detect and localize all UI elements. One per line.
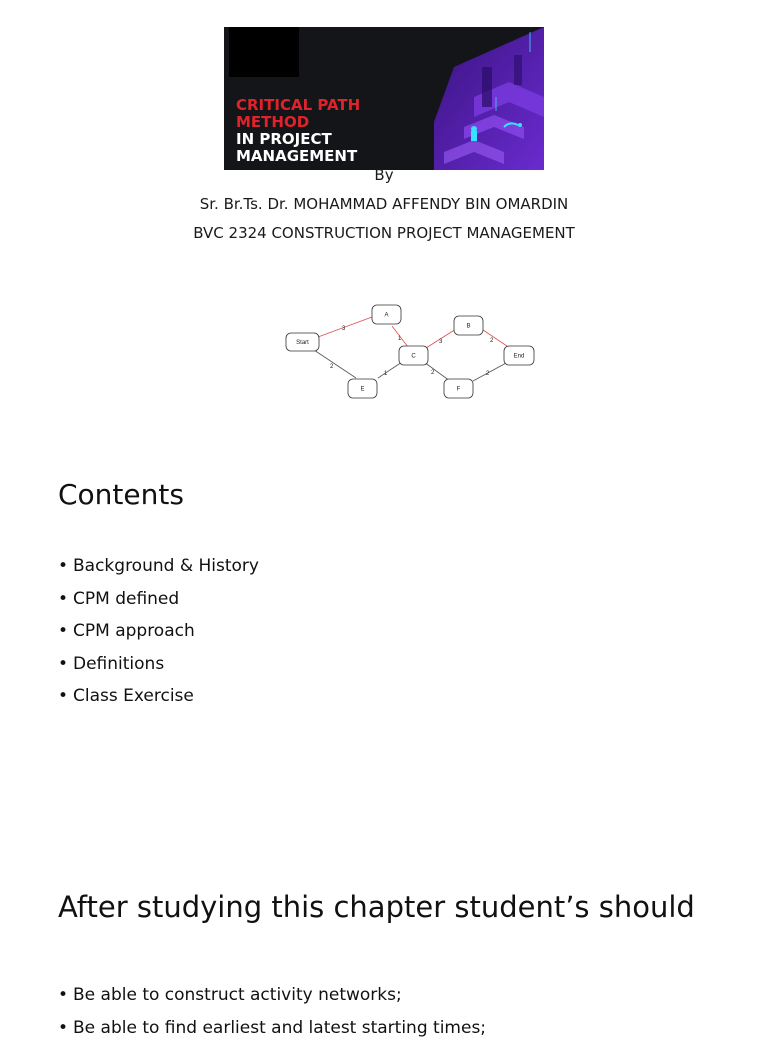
list-item [58, 1012, 486, 1044]
edge-label-a-c: 1 [398, 336, 402, 342]
edge-start-e [314, 350, 356, 378]
contents-title: Contents [58, 478, 184, 511]
contents-slide [0, 440, 768, 820]
banner-title-line-2: METHOD [236, 114, 309, 131]
node-a [372, 305, 401, 324]
contents-list [58, 550, 259, 713]
node-e [348, 379, 377, 398]
banner-title-line-4: MANAGEMENT [236, 148, 357, 165]
edge-e-c [378, 362, 402, 378]
list-item [58, 680, 259, 713]
list-item-text: Be able to construct activity networks; [73, 985, 402, 1005]
node-e-label: E [360, 387, 364, 393]
edge-label-c-f: 2 [431, 370, 435, 376]
list-item [58, 583, 259, 616]
list-item-text: Class Exercise [73, 686, 194, 706]
node-f [444, 379, 473, 398]
edge-label-start-a: 3 [342, 326, 346, 332]
banner-title-line-3: IN PROJECT [236, 131, 332, 148]
node-c [399, 346, 428, 365]
edge-b-end [483, 330, 510, 348]
edge-f-end [473, 362, 508, 381]
author-name: Sr. Br.Ts. Dr. MOHAMMAD AFFENDY BIN OMARDIN [0, 195, 768, 213]
objectives-list [58, 979, 486, 1044]
isometric-staircase-illustration [434, 27, 544, 170]
by-label: By [0, 166, 768, 184]
objectives-slide [0, 858, 768, 1024]
list-item [58, 648, 259, 681]
edge-label-c-b: 3 [439, 339, 443, 345]
node-f-label: F [457, 387, 461, 393]
bullet-icon: • [58, 1012, 68, 1044]
banner-title-line-1: CRITICAL PATH [236, 97, 360, 114]
cpm-network-diagram [278, 298, 540, 406]
node-start-label: Start [296, 340, 309, 346]
course-title: BVC 2324 CONSTRUCTION PROJECT MANAGEMENT [0, 224, 768, 242]
node-a-label: A [384, 313, 388, 319]
list-item [58, 979, 486, 1012]
banner-dark-box [229, 27, 299, 77]
list-item-text: Be able to find earliest and latest starting times; [73, 1018, 486, 1038]
bullet-icon: • [58, 979, 68, 1012]
list-item [58, 550, 259, 583]
edge-label-f-end: 2 [486, 371, 490, 377]
title-banner-image [224, 27, 544, 170]
objectives-title: After studying this chapter student’s should [58, 890, 695, 924]
edge-label-start-e: 2 [330, 364, 334, 370]
node-end-label: End [514, 354, 525, 360]
bullet-icon: • [58, 680, 68, 713]
bullet-icon: • [58, 648, 68, 681]
node-b [454, 316, 483, 335]
edge-c-f [424, 362, 450, 381]
bullet-icon: • [58, 550, 68, 583]
list-item [58, 615, 259, 648]
bullet-icon: • [58, 583, 68, 616]
list-item-text: Definitions [73, 654, 164, 674]
list-item-text: Background & History [73, 556, 259, 576]
node-b-label: B [466, 324, 470, 330]
list-item-text: CPM approach [73, 621, 195, 641]
edge-label-b-end: 2 [490, 338, 494, 344]
title-slide [0, 0, 768, 430]
bullet-icon: • [58, 615, 68, 648]
edge-label-e-c: 1 [384, 371, 388, 377]
list-item-text: CPM defined [73, 589, 179, 609]
node-start [286, 333, 319, 351]
node-c-label: C [411, 354, 416, 360]
node-end [504, 346, 534, 365]
